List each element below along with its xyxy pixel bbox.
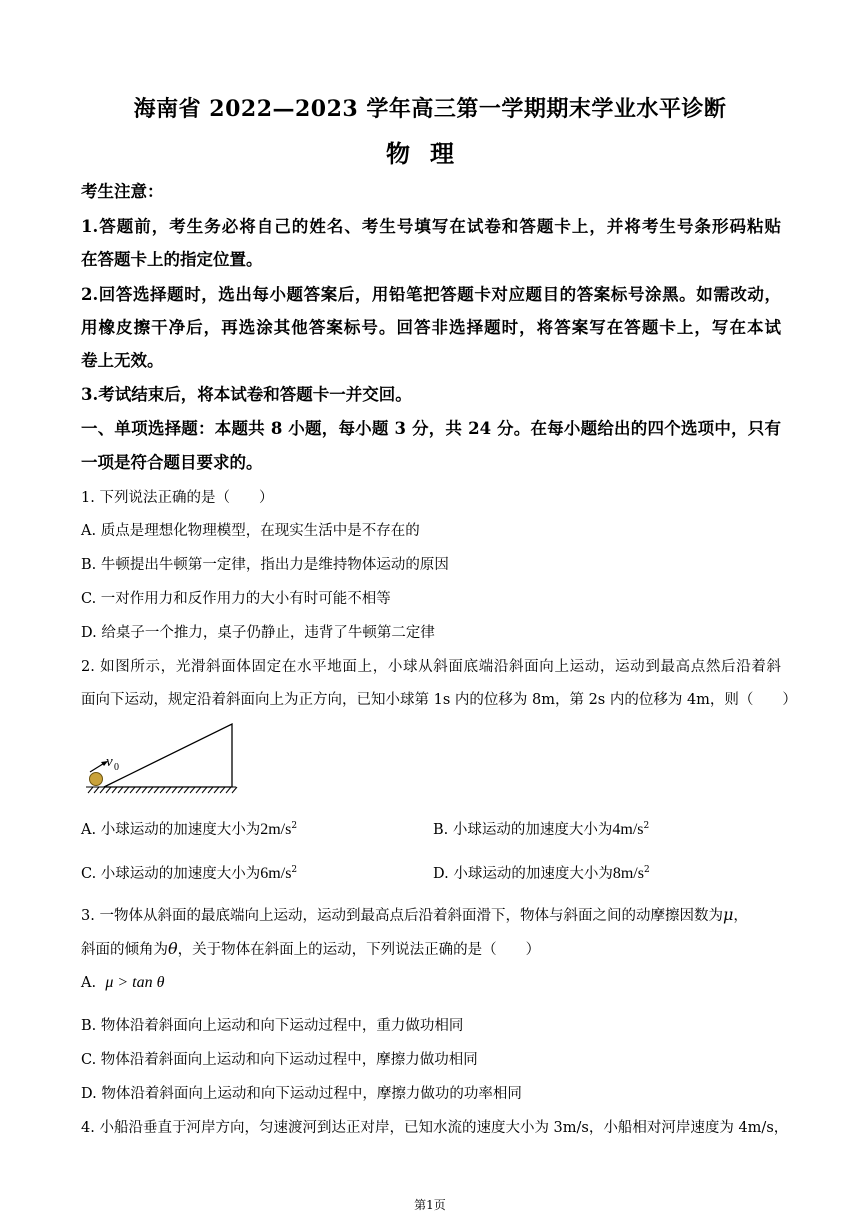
- exam-title: 海南省 2022—2023 学年高三第一学期期末学业水平诊断: [133, 96, 727, 122]
- q1-option-c: C. 一对作用力和反作用力的大小有时可能不相等: [81, 591, 391, 607]
- q3-option-b: B. 物体沿着斜面向上运动和向下运动过程中，重力做功相同: [81, 1018, 464, 1034]
- notice-item-1-cont: 在答题卡上的指定位置。: [81, 250, 263, 269]
- incline-figure: [84, 718, 244, 798]
- incline-triangle: [104, 724, 232, 787]
- q4-stem: 4. 小船沿垂直于河岸方向，匀速渡河到达正对岸，已知水流的速度大小为 3m/s，小船相对河岸速度为 4m/s，: [81, 1120, 789, 1136]
- q2-stem: 2. 如图所示，光滑斜面体固定在水平地面上，小球从斜面底端沿斜面向上运动，运动到最高点然后沿着斜: [81, 659, 781, 675]
- q2-option-a: A. 小球运动的加速度大小为$2m/s^2$: [81, 821, 298, 838]
- ball-icon: [90, 773, 103, 786]
- notice-heading: 考生注意：: [81, 182, 164, 201]
- velocity-label: v: [106, 754, 113, 770]
- notice-item-2-cont: 用橡皮擦干净后，再选涂其他答案标号。回答非选择题时，将答案写在答题卡上，写在本试: [81, 318, 781, 337]
- q3-stem-cont: 斜面的倾角为θ，关于物体在斜面上的运动，下列说法正确的是（ ）: [81, 939, 541, 958]
- q1-stem: 1. 下列说法正确的是（ ）: [81, 490, 274, 506]
- subject-title: 物理: [386, 139, 474, 168]
- notice-item-2-end: 卷上无效。: [81, 351, 164, 370]
- q2-option-c: C. 小球运动的加速度大小为$6m/s^2$: [81, 865, 298, 882]
- q2-stem-cont: 面向下运动，规定沿着斜面向上为正方向，已知小球第 1s 内的位移为 8m，第 2s 内的位移为 4m，则（ ）: [81, 692, 797, 708]
- q2-option-b: B. 小球运动的加速度大小为$4m/s^2$: [433, 821, 650, 838]
- q3-option-c: C. 物体沿着斜面向上运动和向下运动过程中，摩擦力做功相同: [81, 1052, 478, 1068]
- q2-option-d: D. 小球运动的加速度大小为$8m/s^2$: [433, 865, 650, 882]
- ground-hatch: [86, 787, 237, 793]
- q3-stem: 3. 一物体从斜面的最底端向上运动，运动到最高点后沿着斜面滑下，物体与斜面之间的动摩擦因数为μ，: [81, 905, 748, 924]
- page-number: 第1页: [414, 1198, 446, 1212]
- section-heading: 一、单项选择题：本题共 8 小题，每小题 3 分，共 24 分。在每小题给出的四个选项中，只有: [81, 419, 781, 438]
- notice-item-1: 1.答题前，考生务必将自己的姓名、考生号填写在试卷和答题卡上，并将考生号条形码粘贴: [81, 217, 781, 236]
- q1-option-d: D. 给桌子一个推力，桌子仍静止，违背了牛顿第二定律: [81, 625, 435, 641]
- q1-option-b: B. 牛顿提出牛顿第一定律，指出力是维持物体运动的原因: [81, 557, 449, 573]
- velocity-subscript: 0: [114, 762, 119, 773]
- notice-item-2: 2.回答选择题时，选出每小题答案后，用铅笔把答题卡对应题目的答案标号涂黑。如需改动，: [81, 285, 781, 304]
- q1-option-a: A. 质点是理想化物理模型，在现实生活中是不存在的: [81, 523, 420, 539]
- q3-option-d: D. 物体沿着斜面向上运动和向下运动过程中，摩擦力做功的功率相同: [81, 1086, 522, 1102]
- notice-item-3: 3.考试结束后，将本试卷和答题卡一并交回。: [81, 385, 412, 404]
- q3-option-a: A. μ > tan θ: [81, 974, 165, 991]
- section-heading-cont: 一项是符合题目要求的。: [81, 453, 263, 472]
